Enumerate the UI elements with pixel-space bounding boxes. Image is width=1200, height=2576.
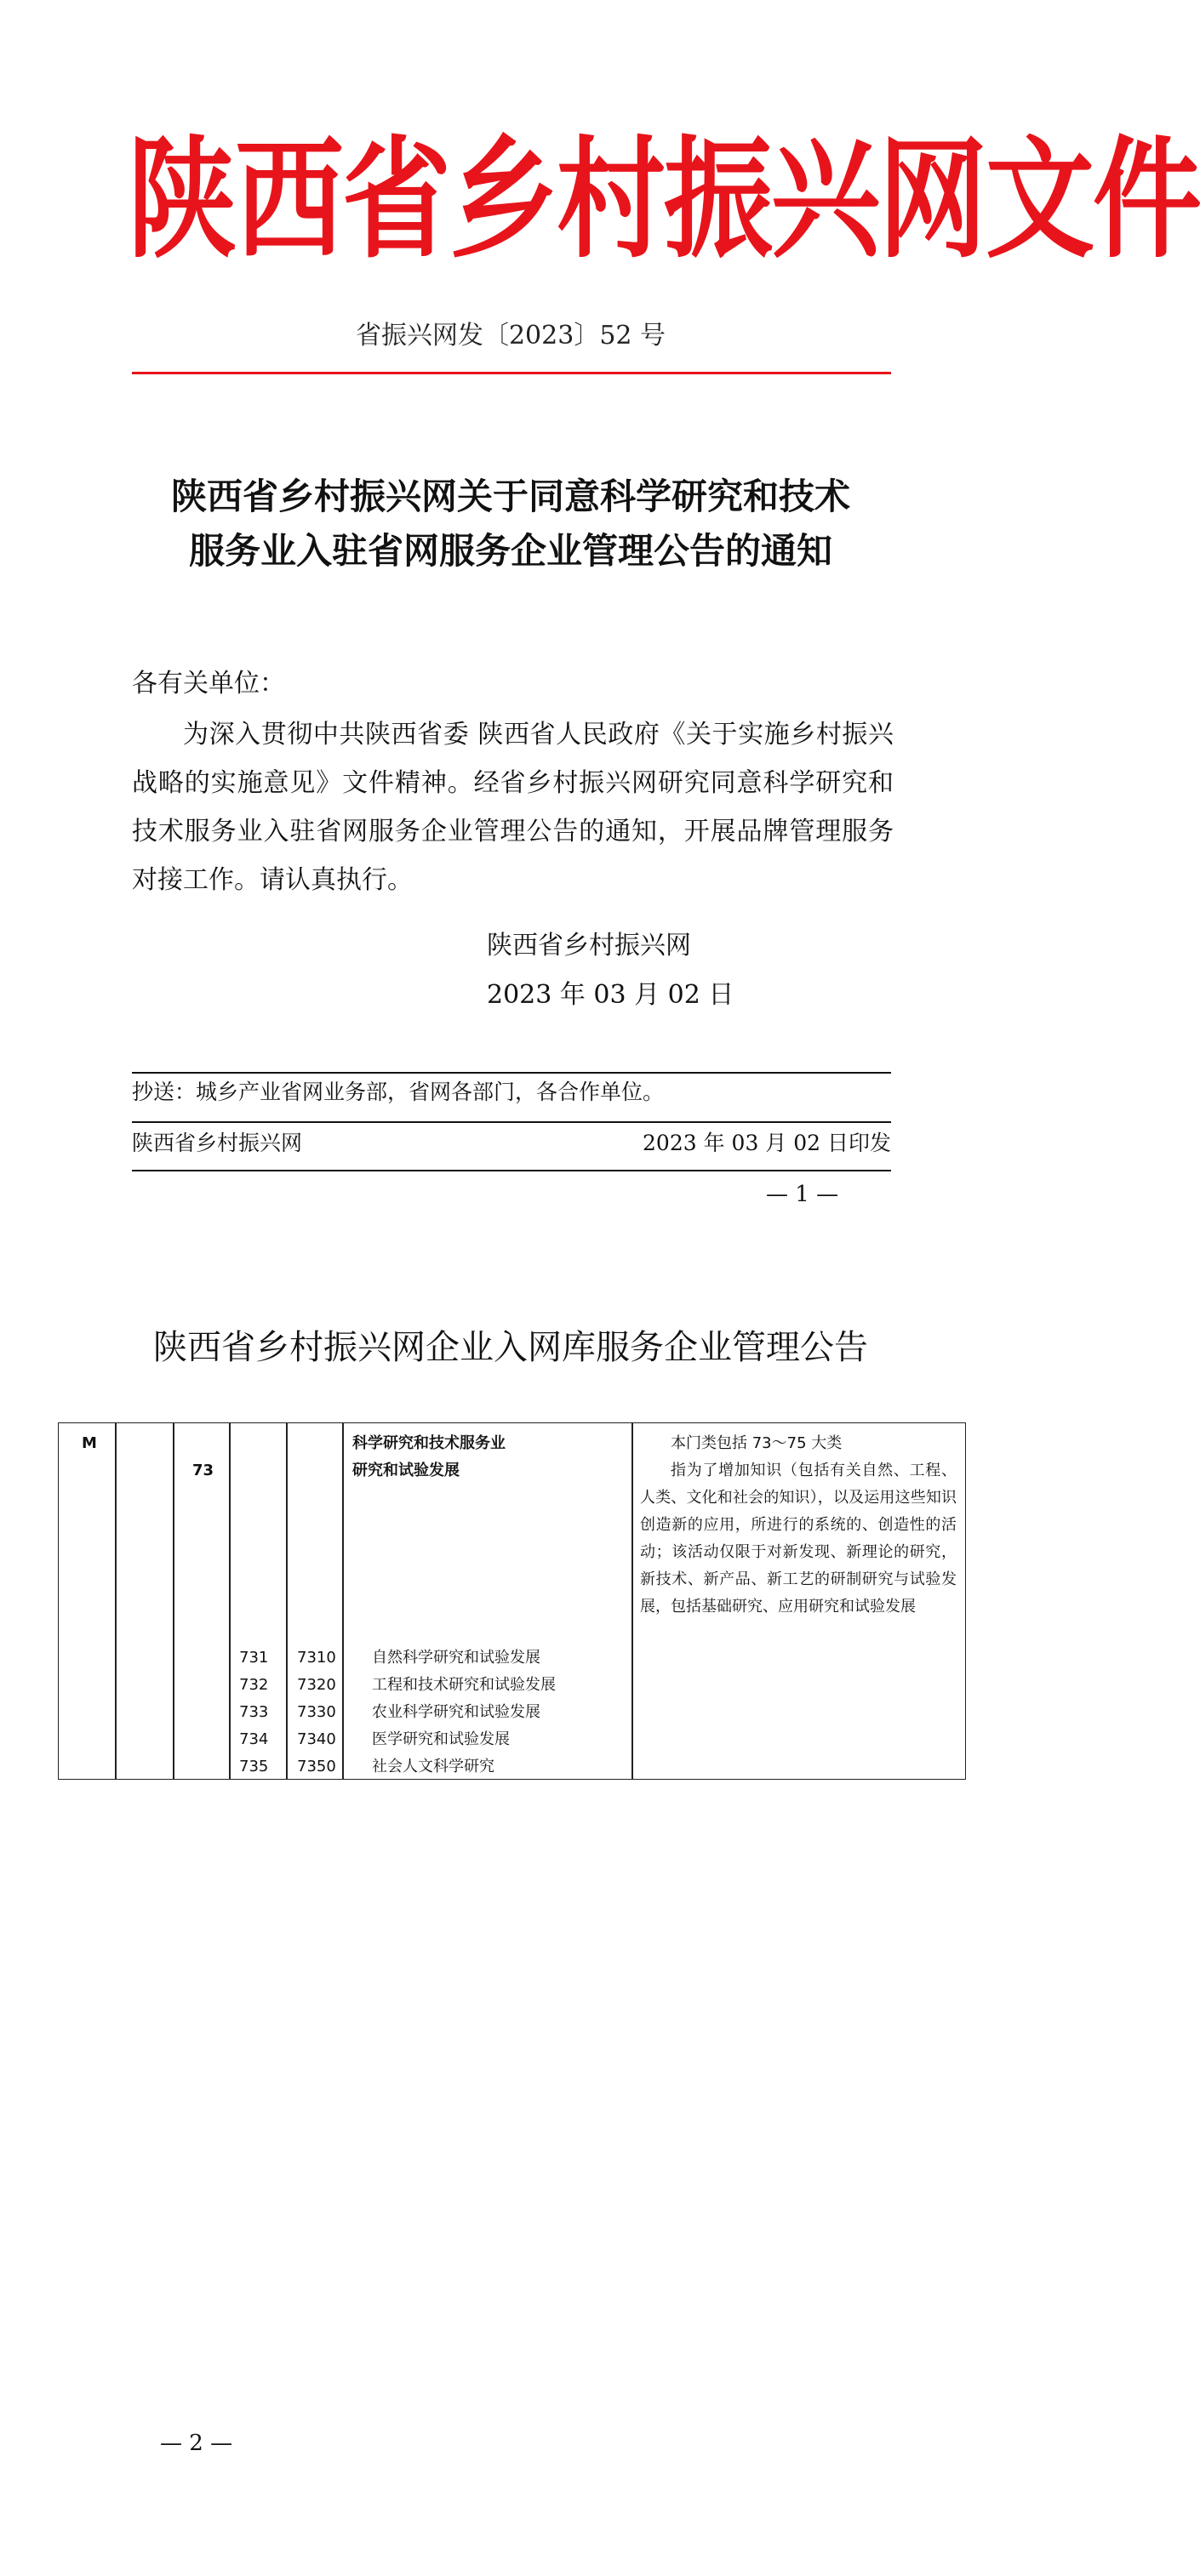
class-code: 7330: [297, 1703, 336, 1721]
document-number: 省振兴网发〔2023〕52 号: [355, 321, 666, 350]
group-code: 731: [239, 1649, 269, 1667]
class-name: 医学研究和试验发展: [372, 1730, 510, 1748]
table-col-divider: [342, 1423, 344, 1779]
notice-title: [128, 470, 894, 578]
class-name: 工程和技术研究和试验发展: [372, 1676, 556, 1694]
class-code: 7310: [297, 1649, 336, 1667]
section-code: M: [82, 1434, 97, 1452]
footer-rule-top: [132, 1072, 891, 1074]
division-name: 研究和试验发展: [352, 1462, 460, 1479]
classification-table: [58, 1422, 966, 1780]
class-name: 社会人文科学研究: [372, 1758, 494, 1775]
red-separator-line: [132, 372, 891, 374]
class-name: 自然科学研究和试验发展: [372, 1649, 540, 1667]
class-name: 农业科学研究和试验发展: [372, 1703, 540, 1721]
addressee: 各有关单位：: [132, 669, 285, 698]
division-code: 73: [192, 1462, 214, 1479]
signature-date: 2023 年 03 月 02 日: [487, 980, 734, 1010]
page-number-2: — 2 —: [160, 2431, 233, 2456]
class-code: 7350: [297, 1758, 336, 1775]
signature-org: 陕西省乡村振兴网: [487, 931, 691, 960]
notice-title-line-2: 服务业入驻省网服务企业管理公告的通知: [188, 530, 832, 572]
group-code: 735: [239, 1758, 269, 1775]
category-description: [640, 1430, 957, 1621]
footer-rule-bottom: [132, 1170, 891, 1171]
footer-rule-middle: [132, 1121, 891, 1123]
class-code: 7340: [297, 1730, 336, 1748]
group-code: 734: [239, 1730, 269, 1748]
footer-print-date: 2023 年 03 月 02 日印发: [643, 1131, 891, 1155]
group-code: 733: [239, 1703, 269, 1721]
table-col-divider: [631, 1423, 633, 1779]
group-code: 732: [239, 1676, 269, 1694]
cc-line: 抄送：城乡产业省网业务部，省网各部门，各合作单位。: [132, 1080, 665, 1104]
description-detail: 指为了增加知识（包括有关自然、工程、人类、文化和社会的知识），以及运用这些知识创造新的应用，所进行的系统的、创造性的活动；该活动仅限于对新发现、新理论的研究，新技术、新产品、新工艺的研制研究与试验发展，包括基础研究、应用研究和试验发展: [640, 1462, 957, 1616]
class-code: 7320: [297, 1676, 336, 1694]
table-col-divider: [115, 1423, 117, 1779]
notice-title-line-1: 陕西省乡村振兴网关于同意科学研究和技术: [170, 476, 850, 517]
footer-issuer: 陕西省乡村振兴网: [132, 1131, 303, 1155]
table-col-divider: [229, 1423, 231, 1779]
page-number-1: — 1 —: [766, 1182, 839, 1207]
description-intro: 本门类包括 73～75 大类: [671, 1434, 843, 1452]
annex-title: 陕西省乡村振兴网企业入网库服务企业管理公告: [153, 1328, 868, 1367]
section-name: 科学研究和技术服务业: [352, 1434, 506, 1452]
table-col-divider: [173, 1423, 174, 1779]
body-paragraph: 为深入贯彻中共陕西省委 陕西省人民政府《关于实施乡村振兴战略的实施意见》文件精神。经省乡村振兴网研究同意科学研究和技术服务业入驻省网服务企业管理公告的通知，开展品牌管理服务对接工作。请认真执行。: [132, 720, 894, 895]
table-col-divider: [286, 1423, 288, 1779]
masthead-title: 陕西省乡村振兴网文件: [128, 123, 1200, 276]
